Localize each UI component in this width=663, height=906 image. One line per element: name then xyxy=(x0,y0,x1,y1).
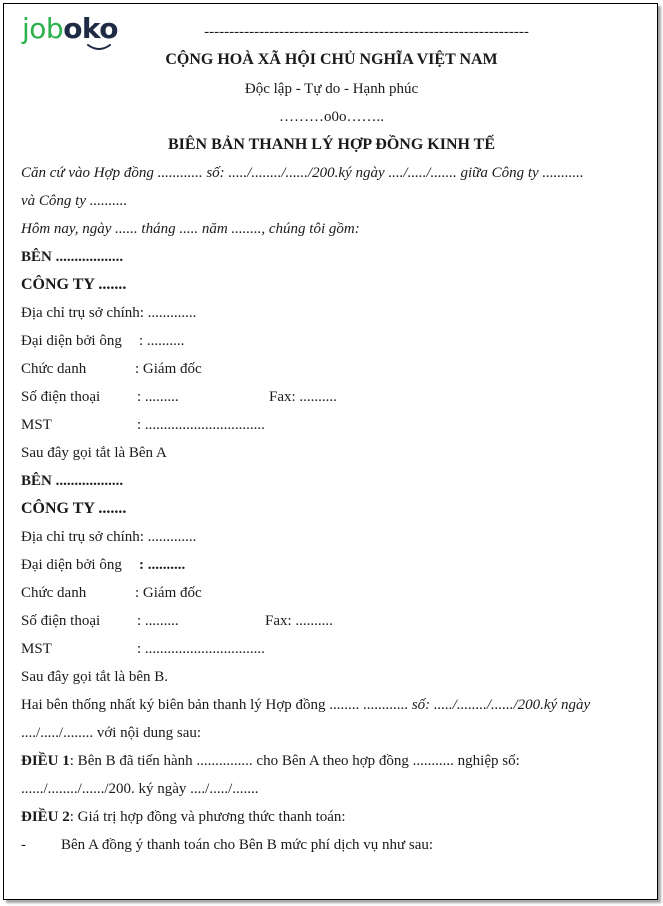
party-b-position xyxy=(21,579,663,607)
fax-field: Fax: .......... xyxy=(269,389,337,405)
address-label: Địa chỉ trụ sở chính: xyxy=(21,305,144,321)
header-separator: ………o0o…….. xyxy=(279,109,384,125)
tax-code-label: MST xyxy=(21,417,52,433)
bullet-dash: - xyxy=(21,837,26,853)
position-value: : Giám đốc xyxy=(135,585,202,601)
intro-line-1: Căn cứ vào Hợp đồng ............ số: ...../......../....../200.ký ngày ..../...../....... giữa Công ty ........... xyxy=(21,165,584,181)
bullet-text: Bên A đồng ý thanh toán cho Bên B mức phí dịch vụ như sau: xyxy=(61,837,434,853)
party-a-company: CÔNG TY ....... xyxy=(21,276,127,293)
party-b-representative xyxy=(21,551,663,579)
address-label: Địa chỉ trụ sở chính: xyxy=(21,529,144,545)
article-2 xyxy=(21,803,663,831)
representative-value: : .......... xyxy=(139,333,185,349)
article-2-label: ĐIỀU 2 xyxy=(21,809,70,825)
agreement-contract-number: số: ...../......../....../200.ký ngày xyxy=(411,697,591,713)
party-a-position xyxy=(21,355,663,383)
country-name: CỘNG HOÀ XÃ HỘI CHỦ NGHĨA VIỆT NAM xyxy=(165,51,498,68)
document-title: BIÊN BẢN THANH LÝ HỢP ĐỒNG KINH TẾ xyxy=(167,136,496,153)
phone-label: Số điện thoại xyxy=(21,613,101,629)
party-a-alias: Sau đây gọi tắt là Bên A xyxy=(21,445,167,461)
agreement-line-1 xyxy=(21,691,663,719)
intro-line-3: Hôm nay, ngày ...... tháng ..... năm ........, chúng tôi gồm: xyxy=(21,221,360,237)
address-value: ............. xyxy=(143,529,197,545)
party-b-phone xyxy=(21,607,663,635)
tax-code-value: : ................................ xyxy=(137,641,265,657)
party-a-phone xyxy=(21,383,663,411)
phone-value: : ......... xyxy=(137,389,179,405)
tax-code-value: : ................................ xyxy=(137,417,265,433)
header-dashes: ----------------------------------------------------------------- xyxy=(204,24,529,40)
intro-line-2: và Công ty .......... xyxy=(21,193,128,209)
tax-code-label: MST xyxy=(21,641,52,657)
representative-label: Đại diện bởi ông xyxy=(21,333,122,349)
position-value: : Giám đốc xyxy=(135,361,202,377)
party-b-tax-code xyxy=(21,635,663,663)
party-a-tax-code xyxy=(21,411,663,439)
representative-value: : .......... xyxy=(139,557,186,573)
party-b-alias: Sau đây gọi tắt là bên B. xyxy=(21,669,169,685)
phone-value: : ......... xyxy=(137,613,179,629)
representative-label: Đại diện bởi ông xyxy=(21,557,122,573)
article-2-bullet-item xyxy=(21,831,663,859)
position-label: Chức danh xyxy=(21,361,87,377)
party-a-representative xyxy=(21,327,663,355)
agreement-line-2: ..../...../........ với nội dung sau: xyxy=(21,725,202,741)
logo-text-oko: oko xyxy=(63,12,119,45)
party-b-label: BÊN .................. xyxy=(21,473,124,489)
national-motto: Độc lập - Tự do - Hạnh phúc xyxy=(244,81,419,97)
logo-text-job: job xyxy=(22,12,64,45)
party-a-address xyxy=(21,299,663,327)
article-1-continuation: ....../......../....../200. ký ngày ..../...../....... xyxy=(21,781,259,797)
article-2-text: : Giá trị hợp đồng và phương thức thanh toán: xyxy=(69,809,346,825)
party-a-label: BÊN .................. xyxy=(21,249,124,265)
article-1-text: : Bên B đã tiến hành ............... cho Bên A theo hợp đồng ........... nghiệp số: xyxy=(69,753,520,769)
position-label: Chức danh xyxy=(21,585,87,601)
fax-field: Fax: .......... xyxy=(265,613,333,629)
phone-label: Số điện thoại xyxy=(21,389,101,405)
article-1 xyxy=(21,747,663,775)
article-1-label: ĐIỀU 1 xyxy=(21,753,70,769)
party-b-address xyxy=(21,523,663,551)
agreement-text: Hai bên thống nhất ký biên bản thanh lý Hợp đồng ........ ............ xyxy=(21,697,412,713)
party-b-company: CÔNG TY ....... xyxy=(21,500,127,517)
address-value: ............. xyxy=(143,305,197,321)
